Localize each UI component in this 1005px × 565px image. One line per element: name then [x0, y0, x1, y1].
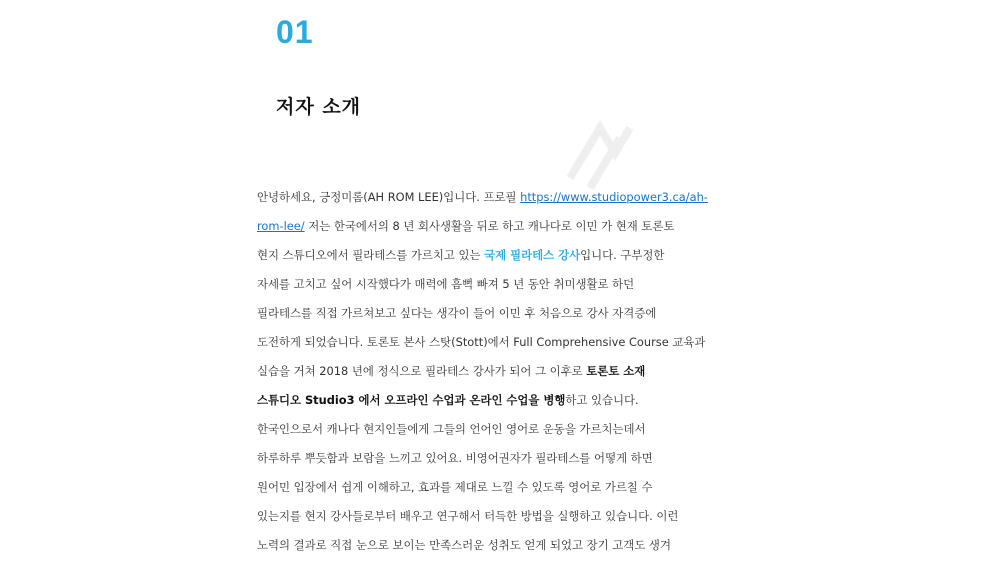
body-line: 한국인으로서 캐나다 현지인들에게 그들의 언어인 영어로 운동을 가르치는데서: [257, 422, 646, 436]
body-line: 도전하게 되었습니다. 토론토 본사 스탓(Stott)에서 Full Comprehensive Course 교육과: [257, 335, 706, 349]
body-text-segment: 저는 한국에서의 8 년 회사생활을 뒤로 하고 캐나다로 이민 가 현재 토론토: [304, 219, 675, 233]
body-line: 있는지를 현지 강사들로부터 배우고 연구해서 터득한 방법을 실행하고 있습니다. 이런: [257, 509, 679, 523]
body-line: [257, 241, 737, 270]
body-text-segment: 실습을 거쳐 2018 년에 정식으로 필라테스 강사가 되어 그 이후로: [257, 364, 587, 378]
body-text-segment: 안녕하세요, 긍정미롬(AH ROM LEE)입니다. 프로필: [257, 190, 521, 204]
profile-link[interactable]: https://www.studiopower3.ca/ah-: [520, 190, 708, 204]
profile-link-continued[interactable]: rom-lee/: [257, 219, 305, 233]
chapter-title: 저자 소개: [276, 96, 362, 118]
body-line: [257, 183, 737, 212]
body-line: [257, 357, 737, 386]
chapter-number: 01: [276, 14, 314, 50]
body-text-segment: 하고 있습니다.: [565, 393, 639, 407]
bold-text: 스튜디오 Studio3 에서 오프라인 수업과 온라인 수업을 병행: [257, 393, 566, 407]
body-line: 필라테스를 직접 가르쳐보고 싶다는 생각이 들어 이민 후 처음으로 강사 자격증에: [257, 306, 657, 320]
body-line: 자세를 고치고 싶어 시작했다가 매력에 흠뻑 빠져 5 년 동안 취미생활로 하던: [257, 277, 635, 291]
author-intro-body: [257, 183, 737, 560]
body-line: [257, 386, 737, 415]
body-line: 하루하루 뿌듯함과 보람을 느끼고 있어요. 비영어권자가 필라테스를 어떻게 하면: [257, 451, 653, 465]
body-line: [257, 212, 737, 241]
body-text-segment: 현지 스튜디오에서 필라테스를 가르치고 있는: [257, 248, 485, 262]
highlight-text: 국제 필라테스 강사: [484, 248, 581, 262]
bold-text: 토론토 소재: [586, 364, 646, 378]
body-line: 원어민 입장에서 쉽게 이해하고, 효과를 제대로 느낄 수 있도록 영어로 가르칠 수: [257, 480, 653, 494]
body-text-segment: 입니다. 구부정한: [580, 248, 665, 262]
body-line: 노력의 결과로 직접 눈으로 보이는 만족스러운 성취도 얻게 되었고 장기 고객도 생겨: [257, 538, 671, 552]
